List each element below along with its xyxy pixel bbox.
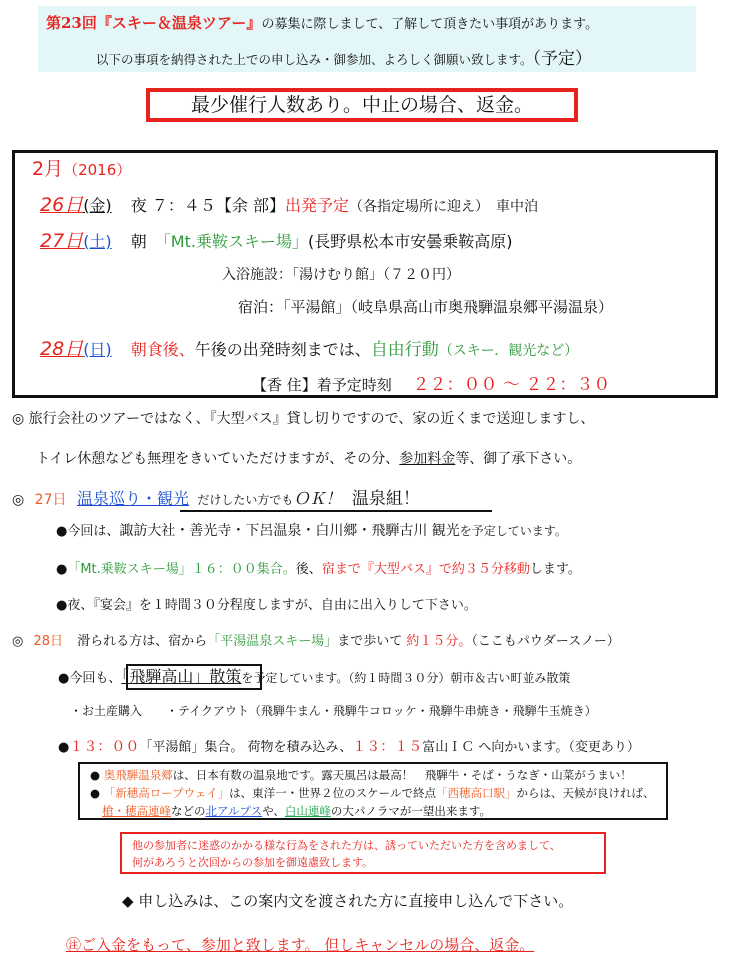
sc-l2-text: は、東洋一・世界２位のスケールで終点 xyxy=(229,786,436,800)
bus-note-line-2 xyxy=(36,448,581,468)
okuhida-onsen: 奥飛騨温泉郷 xyxy=(103,768,173,782)
tour-title: 第23回『スキー＆温泉ツアー』 xyxy=(46,14,262,32)
day27-bullet-1 xyxy=(56,520,567,540)
day-28-until: 午後の出発時刻までは、 xyxy=(194,340,371,359)
day-28-activities: （スキー．観光など） xyxy=(438,343,579,359)
day27-ok: ＯＫ！ xyxy=(293,489,342,508)
day-28-free-time: 自由行動 xyxy=(370,340,439,360)
takayama-walk: 「飛騨高山」散策 xyxy=(121,667,242,686)
sc-l3-a: などの xyxy=(171,804,206,818)
ski-meetup: 「Mt.乗鞍スキー場」１６：００集合。 xyxy=(67,562,296,577)
sc-l3-b: や、 xyxy=(262,804,285,818)
b2-end: します。 xyxy=(529,562,581,577)
day-27-label: 27日 xyxy=(40,230,84,252)
yari-hotaka: 槍・穂高連峰 xyxy=(102,804,171,818)
nishihotaka-station: 「西穂高口駅」 xyxy=(435,786,517,800)
schedule-bath: 入浴施設：「湯けむり館」（７２０円） xyxy=(222,267,460,283)
arrival-time: ２２：００ ～ ２２：３０ xyxy=(412,375,611,395)
hirayu-ski-resort: 「平湯温泉スキー場」 xyxy=(207,634,338,649)
d28b3-text: 「平湯館」集合。 荷物を積み込み、 xyxy=(139,740,353,755)
d28b1-suffix: を予定しています。（約１時間３０分）朝市＆古い町並み散策 xyxy=(241,671,571,685)
heading-underline xyxy=(180,510,492,512)
day27-bullet-3: ●夜、『宴会』を１時間３０分程度しますが、自由に出入りして下さい。 xyxy=(56,598,477,613)
sc-b2: ● xyxy=(90,786,101,800)
onsen-group: 温泉組！ xyxy=(351,489,420,509)
depart-time: １３：１５ xyxy=(352,739,423,755)
day27-mark: ◎ xyxy=(12,492,25,508)
day-27-address: (長野県松本市安曇乗鞍高原) xyxy=(307,232,513,251)
day28-bullet-2: ・お土産購入 ・テイクアウト（飛騨牛まん・飛騨牛コロッケ・飛騨牛串焼き・飛騨牛玉焼き） xyxy=(70,704,597,718)
d28b3-end: 富山ＩＣ へ向かいます。（変更あり） xyxy=(422,740,640,755)
d28b1-prefix: ●今回も、 xyxy=(58,671,122,686)
arrival-label: 【香 住】着予定時刻 xyxy=(252,376,392,394)
schedule-day-26 xyxy=(40,190,538,217)
schedule-month-row xyxy=(32,154,131,181)
bus-note-end: 等、御了承下さい。 xyxy=(455,451,582,467)
sc-l2-end: からは、天候が良ければ、 xyxy=(516,786,655,800)
day-27-ski-resort: 「Mt.乗鞍スキー場」 xyxy=(162,232,308,251)
header-line2-text: 以下の事項を納得された上での申し込み・御参加、よろしく御願い致します。 xyxy=(96,52,533,67)
schedule-year: （2016） xyxy=(63,161,132,179)
day-27-weekday: (土) xyxy=(83,232,112,251)
day-26-weekday: (金) xyxy=(83,196,112,215)
day28-bullet-3 xyxy=(58,736,640,756)
header-line-2 xyxy=(96,44,592,69)
day27-label: 27日 xyxy=(34,492,67,508)
schedule-lodging: 宿泊：「平湯館」（岐阜県高山市奥飛騨温泉郷平湯温泉） xyxy=(238,298,614,316)
day28-text-c: まで歩いて xyxy=(337,634,403,649)
conduct-warning-box xyxy=(120,832,606,874)
north-alps: 北アルプス xyxy=(205,804,263,818)
header-line-1 xyxy=(46,12,598,33)
sc-b1: ● xyxy=(90,768,101,782)
day-26-pickup: （各指定場所に迎え） 車中泊 xyxy=(348,199,538,215)
onsen-sightseeing: 温泉巡り・観光 xyxy=(76,489,189,508)
day27-text: だけしたい方でも xyxy=(197,493,294,507)
bus-note-line-1: ◎ 旅行会社のツアーではなく、『大型バス』貸し切りですので、家の近くまで送迎しますし、 xyxy=(12,411,595,427)
header-tentative-note: （予定） xyxy=(532,49,593,69)
warning-line-1: 他の参加者に迷惑のかかる様な行為をされた方は、誘っていただいた方を含めまして、 xyxy=(132,839,561,852)
participation-fee: 参加料金 xyxy=(399,451,456,467)
header-line1-text: の募集に際しまして、了解して頂きたい事項があります。 xyxy=(261,17,599,32)
day-26-departure: 出発予定 xyxy=(284,196,349,215)
day-27-morning: 朝 xyxy=(130,232,163,251)
hakusan-range: 白山連峰 xyxy=(284,804,331,818)
walk-time: 約１５分。 xyxy=(406,634,472,649)
b1-prefix: ●今回は、 xyxy=(56,524,120,539)
schedule-month: 2月 xyxy=(32,158,64,180)
b2-after: 後、 xyxy=(295,562,322,577)
takayama-box xyxy=(126,664,262,690)
schedule-arrival xyxy=(252,370,610,395)
payment-note: ㊟ご入金をもって、参加と致します。 但しキャンセルの場合、返金。 xyxy=(66,936,535,954)
shinhotaka-ropeway: 「新穂高ロープウェイ」 xyxy=(103,786,230,800)
b2-bullet: ● xyxy=(56,562,68,577)
sightseeing-spots: 諏訪大社・善光寺・下呂温泉・白川郷・飛騨古川 観光 xyxy=(119,523,460,539)
day28-text-a: 滑られる方は、宿から xyxy=(77,634,208,649)
powder-note: （ここもパウダースノー） xyxy=(471,634,620,649)
apply-instruction: ◆ 申し込みは、この案内文を渡された方に直接申し込んで下さい。 xyxy=(122,892,574,910)
d28b3-bullet: ● xyxy=(58,740,70,755)
day27-bullet-2 xyxy=(56,558,581,577)
day28-heading xyxy=(12,630,620,649)
day27-heading xyxy=(12,484,420,509)
minimum-participants-notice: 最少催行人数あり。中止の場合、返金。 xyxy=(146,88,578,122)
schedule-day-27 xyxy=(40,226,512,253)
day28-mark: ◎ xyxy=(12,634,24,649)
day-28-label: 28日 xyxy=(40,338,84,360)
day-28-weekday: (日) xyxy=(83,340,112,359)
scenery-box xyxy=(78,762,668,820)
b1-suffix: を予定しています。 xyxy=(459,524,567,538)
schedule-day-28 xyxy=(40,334,578,361)
day-26-label: 26日 xyxy=(40,194,84,216)
meet-time: １３：００ xyxy=(69,739,140,755)
sc-l3-end: の大パノラマが一望出来ます。 xyxy=(330,804,491,818)
day28-label: 28日 xyxy=(33,634,64,649)
bus-note-text: トイレ休憩なども無理をきいていただけますが、その分、 xyxy=(36,451,400,467)
day-26-departure-time: 夜 ７：４５【余 部】 xyxy=(130,196,285,215)
warning-line-2: 何があろうと次回からの参加を御遠慮致します。 xyxy=(132,856,374,869)
sc-l1-text: は、日本有数の温泉地です。露天風呂は最高！ 飛騨牛・そば・うなぎ・山菜がうまい！ xyxy=(172,768,632,782)
bus-transfer: 宿まで『大型バス』で約３５分移動 xyxy=(321,562,530,577)
day-28-after-breakfast: 朝食後、 xyxy=(130,340,195,359)
